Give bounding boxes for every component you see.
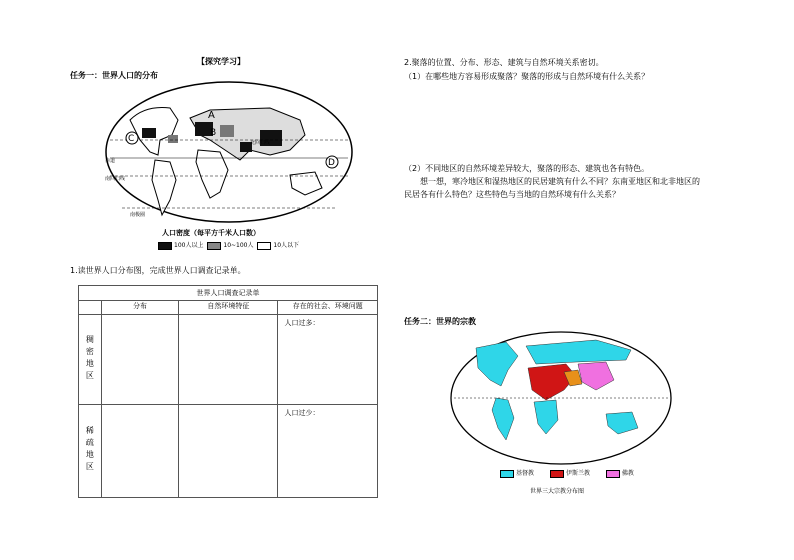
population-legend — [156, 240, 366, 250]
tropic-north-label: 北回归线 — [250, 140, 271, 146]
table-header-distribution: 分布 — [101, 301, 179, 315]
task2-title: 任务二：世界的宗教 — [404, 317, 476, 326]
cell-sparse-distribution[interactable] — [101, 405, 179, 498]
cell-dense-nature[interactable] — [179, 315, 278, 405]
section-title: 【探究学习】 — [197, 57, 245, 66]
table-header-problems: 存在的社会、环境问题 — [278, 301, 378, 315]
legend-swatch-dense — [158, 242, 172, 250]
row-label-sparse: 稀疏地区 — [85, 426, 95, 474]
map-label-b: B — [210, 128, 217, 138]
legend-item-medium: 10~100人 — [223, 242, 254, 249]
legend-islam: 伊斯兰教 — [565, 470, 590, 477]
legend-swatch-islam — [550, 470, 564, 478]
legend-buddhism: 佛教 — [621, 470, 634, 477]
map-label-c: C — [128, 134, 135, 144]
map-label-a: A — [208, 110, 215, 121]
legend-item-dense: 100人以上 — [174, 242, 204, 249]
question-2-2-detail: 想一想，寒冷地区和湿热地区的民居建筑有什么不同？东南亚地区和北非地区的民居各有什么特色？这些特色与当地的自然环境有什么关系？ — [404, 177, 700, 199]
note-overpopulation: 人口过多： — [284, 319, 320, 327]
population-map-svg — [100, 80, 358, 252]
equator-label: 赤道 — [105, 158, 116, 164]
religion-map-caption: 世界三大宗教分布图 — [530, 488, 585, 495]
task1-title: 任务一：世界人口的分布 — [70, 71, 158, 80]
cell-dense-problems[interactable] — [278, 315, 378, 405]
question-1: 1.读世界人口分布图，完成世界人口调查记录单。 — [70, 266, 246, 275]
cell-dense-distribution[interactable] — [101, 315, 179, 405]
question-2-2: （2）不同地区的自然环境差异较大，聚落的形态、建筑也各有特色。 — [404, 164, 650, 173]
question-2-1: （1）在哪些地方容易形成聚落？聚落的形成与自然环境有什么关系？ — [404, 72, 650, 81]
cell-sparse-nature[interactable] — [179, 405, 278, 498]
table-row-sparse — [79, 405, 378, 498]
row-label-dense: 稠密地区 — [85, 334, 95, 383]
tropic-south-label: 南回归线 — [105, 176, 126, 182]
legend-christian: 基督教 — [516, 470, 535, 477]
legend-swatch-christian — [500, 470, 514, 478]
legend-item-sparse: 10人以下 — [273, 242, 300, 249]
religion-legend — [498, 468, 634, 478]
note-underpopulation: 人口过少： — [284, 409, 320, 417]
cell-sparse-problems[interactable] — [278, 405, 378, 498]
population-record-table — [78, 285, 378, 498]
legend-swatch-sparse — [257, 242, 271, 250]
legend-swatch-buddhism — [606, 470, 620, 478]
population-map — [100, 80, 358, 252]
table-title: 世界人口调查记录单 — [79, 286, 378, 301]
question-2: 2.聚落的位置、分布、形态、建筑与自然环境关系密切。 — [404, 58, 604, 67]
religion-map-svg — [446, 328, 676, 468]
legend-title: 人口密度（每平方千米人口数） — [162, 229, 260, 237]
table-header-nature: 自然环境特征 — [179, 301, 278, 315]
legend-swatch-medium — [207, 242, 221, 250]
map-label-d: D — [328, 158, 335, 168]
table-row-dense — [79, 315, 378, 405]
table-corner — [79, 301, 102, 315]
religion-map — [446, 328, 676, 468]
antarctic-label: 南极圈 — [130, 212, 146, 218]
